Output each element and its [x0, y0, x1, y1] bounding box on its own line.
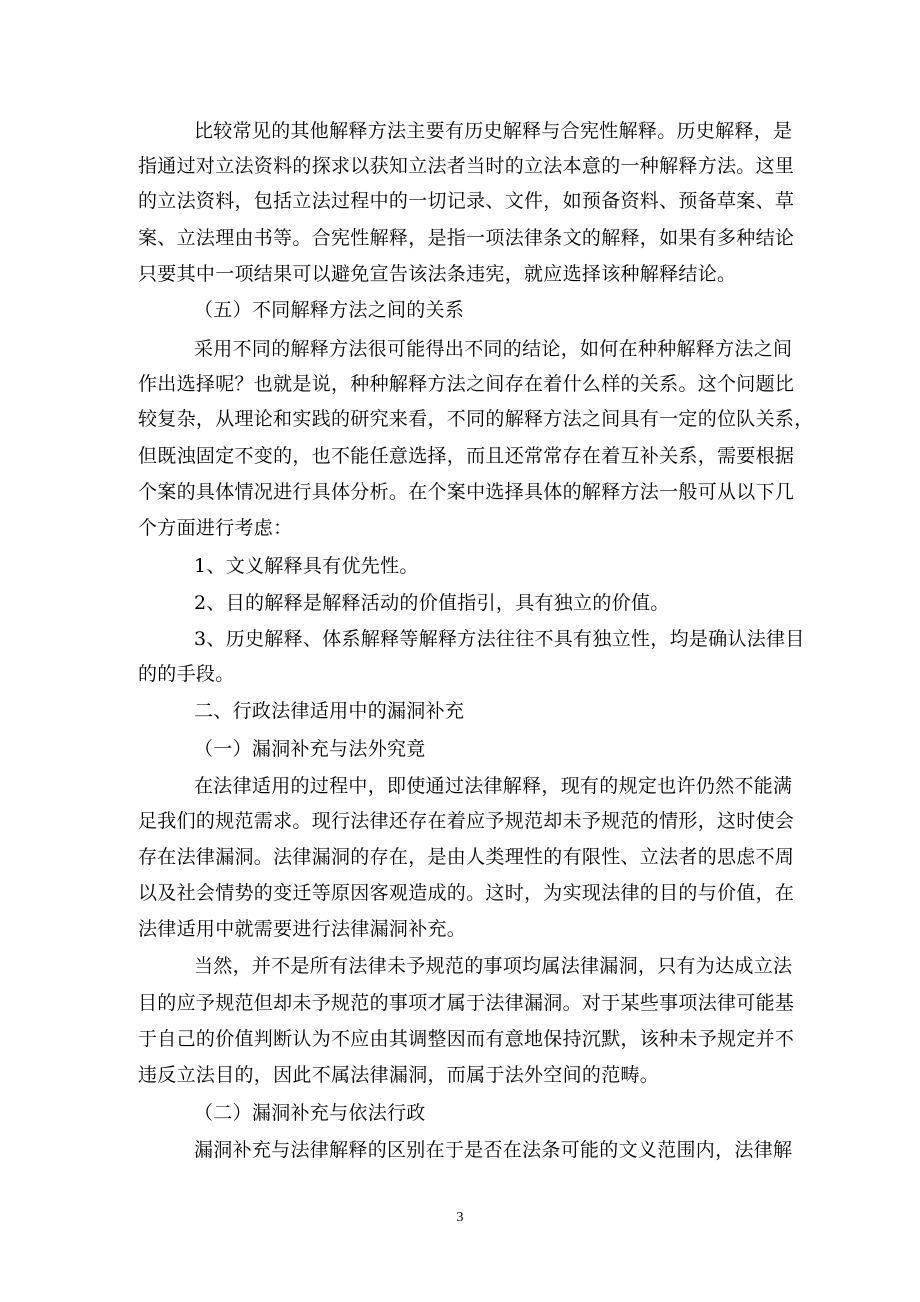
text-line: 漏洞补充与法律解释的区别在于是否在法条可能的文义范围内，法律解 — [194, 1139, 793, 1161]
section-heading: 二、行政法律适用中的漏洞补充 — [194, 700, 465, 722]
text-line: 的立法资料，包括立法过程中的一切记录、文件，如预备资料、预备草案、草 — [138, 190, 795, 212]
section-heading: （二）漏洞补充与依法行政 — [194, 1102, 426, 1124]
text-line: 在法律适用的过程中，即使通过法律解释，现有的规定也许仍然不能满 — [194, 775, 793, 797]
text-line: 采用不同的解释方法很可能得出不同的结论，如何在种种解释方法之间 — [194, 338, 793, 360]
text-line: 的的手段。 — [138, 663, 235, 685]
text-line: 当然，并不是所有法律未予规范的事项均属法律漏洞，只有为达成立法 — [194, 955, 793, 977]
text-line: 于自己的价值判断认为不应由其调整因而有意地保持沉默，该种未予规定并不 — [138, 1028, 795, 1050]
text-line: 存在法律漏洞。法律漏洞的存在，是由人类理性的有限性、立法者的思虑不周 — [138, 846, 795, 868]
text-line: 个方面进行考虑： — [138, 517, 293, 539]
text-line: 个案的具体情况进行具体分析。在个案中选择具体的解释方法一般可从以下几 — [138, 481, 795, 503]
text-line: 足我们的规范需求。现行法律还存在着应予规范却未予规范的情形，这时使会 — [138, 810, 795, 832]
list-item: 2、目的解释是解释活动的价值指引，具有独立的价值。 — [194, 592, 670, 614]
text-line: 只要其中一项结果可以避免宣告该法条违宪，就应选择该种解释结论。 — [138, 263, 737, 285]
section-heading: （一）漏洞补充与法外究竟 — [194, 738, 426, 760]
list-item: 1、文义解释具有优先性。 — [194, 555, 419, 577]
page-number: 3 — [456, 1210, 464, 1225]
text-line: 作出选择呢？也就是说，种种解释方法之间存在着什么样的关系。这个问题比 — [138, 373, 795, 395]
text-line: 但既浊固定不变的，也不能任意选择，而且还常常存在着互补关系，需要根据 — [138, 445, 795, 467]
text-line: 以及社会情势的变迁等原因客观造成的。这时，为实现法律的目的与价值，在 — [138, 882, 795, 904]
text-line: 法律适用中就需要进行法律漏洞补充。 — [138, 918, 467, 940]
text-line: 比较常见的其他解释方法主要有历史解释与合宪性解释。历史解释，是 — [194, 120, 793, 142]
text-line: 案、立法理由书等。合宪性解释，是指一项法律条文的解释，如果有多种结论 — [138, 227, 795, 249]
text-line: 目的应予规范但却未予规范的事项才属于法律漏洞。对于某些事项法律可能基 — [138, 992, 795, 1014]
list-item: 3、历史解释、体系解释等解释方法往往不具有独立性，均是确认法律目 — [194, 628, 805, 650]
text-line: 指通过对立法资料的探求以获知立法者当时的立法本意的一种解释方法。这里 — [138, 155, 795, 177]
section-heading: （五）不同解释方法之间的关系 — [194, 299, 465, 321]
text-line: 违反立法目的，因此不属法律漏洞，而属于法外空间的范畴。 — [138, 1064, 660, 1086]
text-line: 较复杂，从理论和实践的研究来看，不同的解释方法之间具有一定的位队关系， — [138, 408, 814, 430]
